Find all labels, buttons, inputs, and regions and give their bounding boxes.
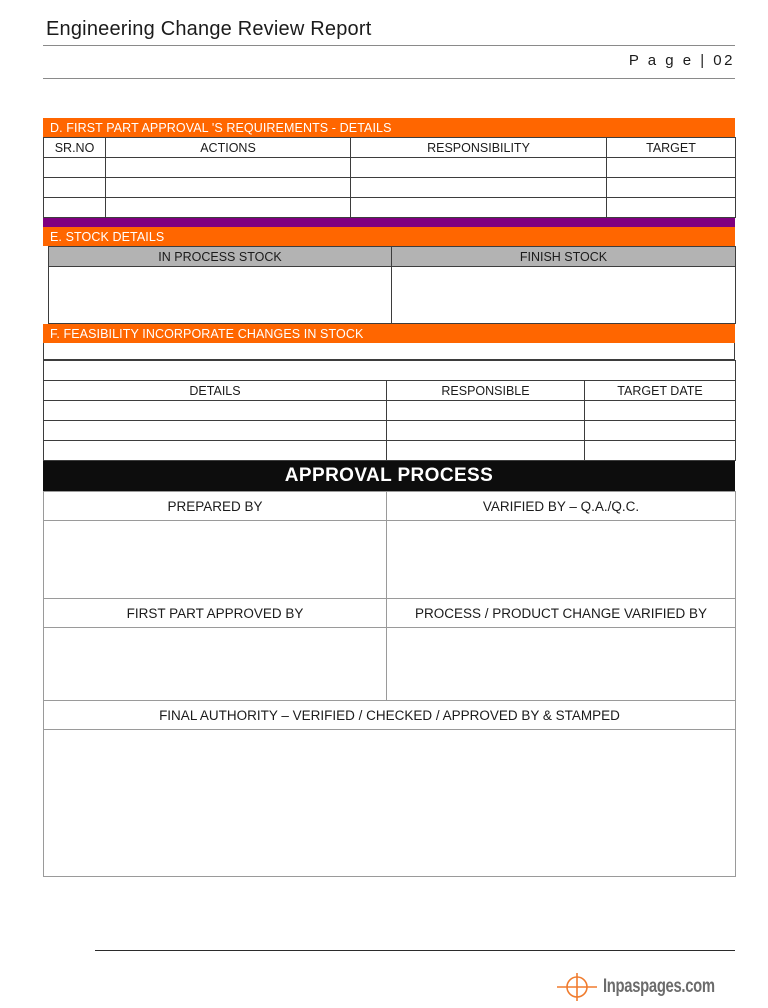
purple-divider <box>43 218 735 227</box>
table-row[interactable] <box>44 158 736 178</box>
stock-details-wrapper <box>43 246 735 324</box>
table-row[interactable] <box>49 267 736 324</box>
cell-actions[interactable] <box>106 198 351 218</box>
col-header-finish-stock: FINISH STOCK <box>392 247 736 267</box>
cell-srno[interactable] <box>44 158 106 178</box>
col-header-target: TARGET <box>607 138 736 158</box>
table-row[interactable] <box>44 401 736 421</box>
section-e-table <box>48 246 736 324</box>
approval-process-banner: APPROVAL PROCESS <box>43 461 735 491</box>
process-product-change-signature-box[interactable] <box>387 628 736 701</box>
col-header-responsible: RESPONSIBLE <box>387 381 585 401</box>
final-authority-label-row <box>44 701 736 730</box>
section-f-bar: F. FEASIBILITY INCORPORATE CHANGES IN STOCK <box>43 324 735 343</box>
cell-responsible[interactable] <box>387 421 585 441</box>
cell-target-date[interactable] <box>585 421 736 441</box>
cell-target-date[interactable] <box>585 441 736 461</box>
cell-srno[interactable] <box>44 178 106 198</box>
implementation-table <box>43 360 736 461</box>
prepared-by-signature-box[interactable] <box>44 521 387 599</box>
cell-responsible[interactable] <box>387 401 585 421</box>
brand-logo[interactable] <box>556 972 746 1002</box>
table-row[interactable] <box>44 178 736 198</box>
implementation-proposed-title: IMPLEMENTATION PROPOSED [ PROCESS / PRODUCT ] <box>44 361 736 381</box>
cell-responsibility[interactable] <box>351 178 607 198</box>
process-product-change-varified-by-label: PROCESS / PRODUCT CHANGE VARIFIED BY <box>387 599 736 628</box>
approval-label-row <box>44 492 736 521</box>
cell-details[interactable] <box>44 421 387 441</box>
cell-details[interactable] <box>44 401 387 421</box>
cell-srno[interactable] <box>44 198 106 218</box>
approval-label-row <box>44 599 736 628</box>
table-row[interactable] <box>44 441 736 461</box>
header-divider <box>43 78 735 79</box>
approval-table <box>43 491 736 877</box>
section-d-bar: D. FIRST PART APPROVAL 'S REQUIREMENTS - DETAILS <box>43 118 735 137</box>
table-row[interactable] <box>44 421 736 441</box>
table-header-row <box>49 247 736 267</box>
cell-actions[interactable] <box>106 158 351 178</box>
final-authority-box-row[interactable] <box>44 730 736 877</box>
title-divider <box>43 45 735 46</box>
cell-responsible[interactable] <box>387 441 585 461</box>
crosshair-target-icon <box>556 972 598 1002</box>
first-part-approved-by-signature-box[interactable] <box>44 628 387 701</box>
brand-name: Inpaspages.com <box>603 976 715 997</box>
cell-target[interactable] <box>607 158 736 178</box>
implementation-title-row <box>44 361 736 381</box>
feasibility-input-row[interactable] <box>43 343 735 360</box>
cell-finish-stock[interactable] <box>392 267 736 324</box>
col-header-target-date: TARGET DATE <box>585 381 736 401</box>
varified-by-label: VARIFIED BY – Q.A./Q.C. <box>387 492 736 521</box>
page-number: P a g e | 02 <box>628 52 735 69</box>
cell-responsibility[interactable] <box>351 198 607 218</box>
col-header-srno: SR.NO <box>44 138 106 158</box>
cell-responsibility[interactable] <box>351 158 607 178</box>
cell-target-date[interactable] <box>585 401 736 421</box>
footer-divider <box>95 950 735 951</box>
final-authority-stamp-box[interactable] <box>44 730 736 877</box>
cell-target[interactable] <box>607 198 736 218</box>
table-header-row <box>44 138 736 158</box>
col-header-in-process-stock: IN PROCESS STOCK <box>49 247 392 267</box>
varified-by-signature-box[interactable] <box>387 521 736 599</box>
cell-in-process-stock[interactable] <box>49 267 392 324</box>
table-row[interactable] <box>44 198 736 218</box>
approval-signature-row[interactable] <box>44 521 736 599</box>
col-header-actions: ACTIONS <box>106 138 351 158</box>
section-e-bar: E. STOCK DETAILS <box>43 227 735 246</box>
col-header-responsibility: RESPONSIBILITY <box>351 138 607 158</box>
col-header-details: DETAILS <box>44 381 387 401</box>
cell-target[interactable] <box>607 178 736 198</box>
section-d-table <box>43 137 736 218</box>
page-title: Engineering Change Review Report <box>46 18 372 40</box>
cell-details[interactable] <box>44 441 387 461</box>
first-part-approved-by-label: FIRST PART APPROVED BY <box>44 599 387 628</box>
form-body <box>43 118 735 877</box>
approval-signature-row[interactable] <box>44 628 736 701</box>
final-authority-label: FINAL AUTHORITY – VERIFIED / CHECKED / APPROVED BY & STAMPED <box>44 701 736 730</box>
table-header-row <box>44 381 736 401</box>
prepared-by-label: PREPARED BY <box>44 492 387 521</box>
cell-actions[interactable] <box>106 178 351 198</box>
